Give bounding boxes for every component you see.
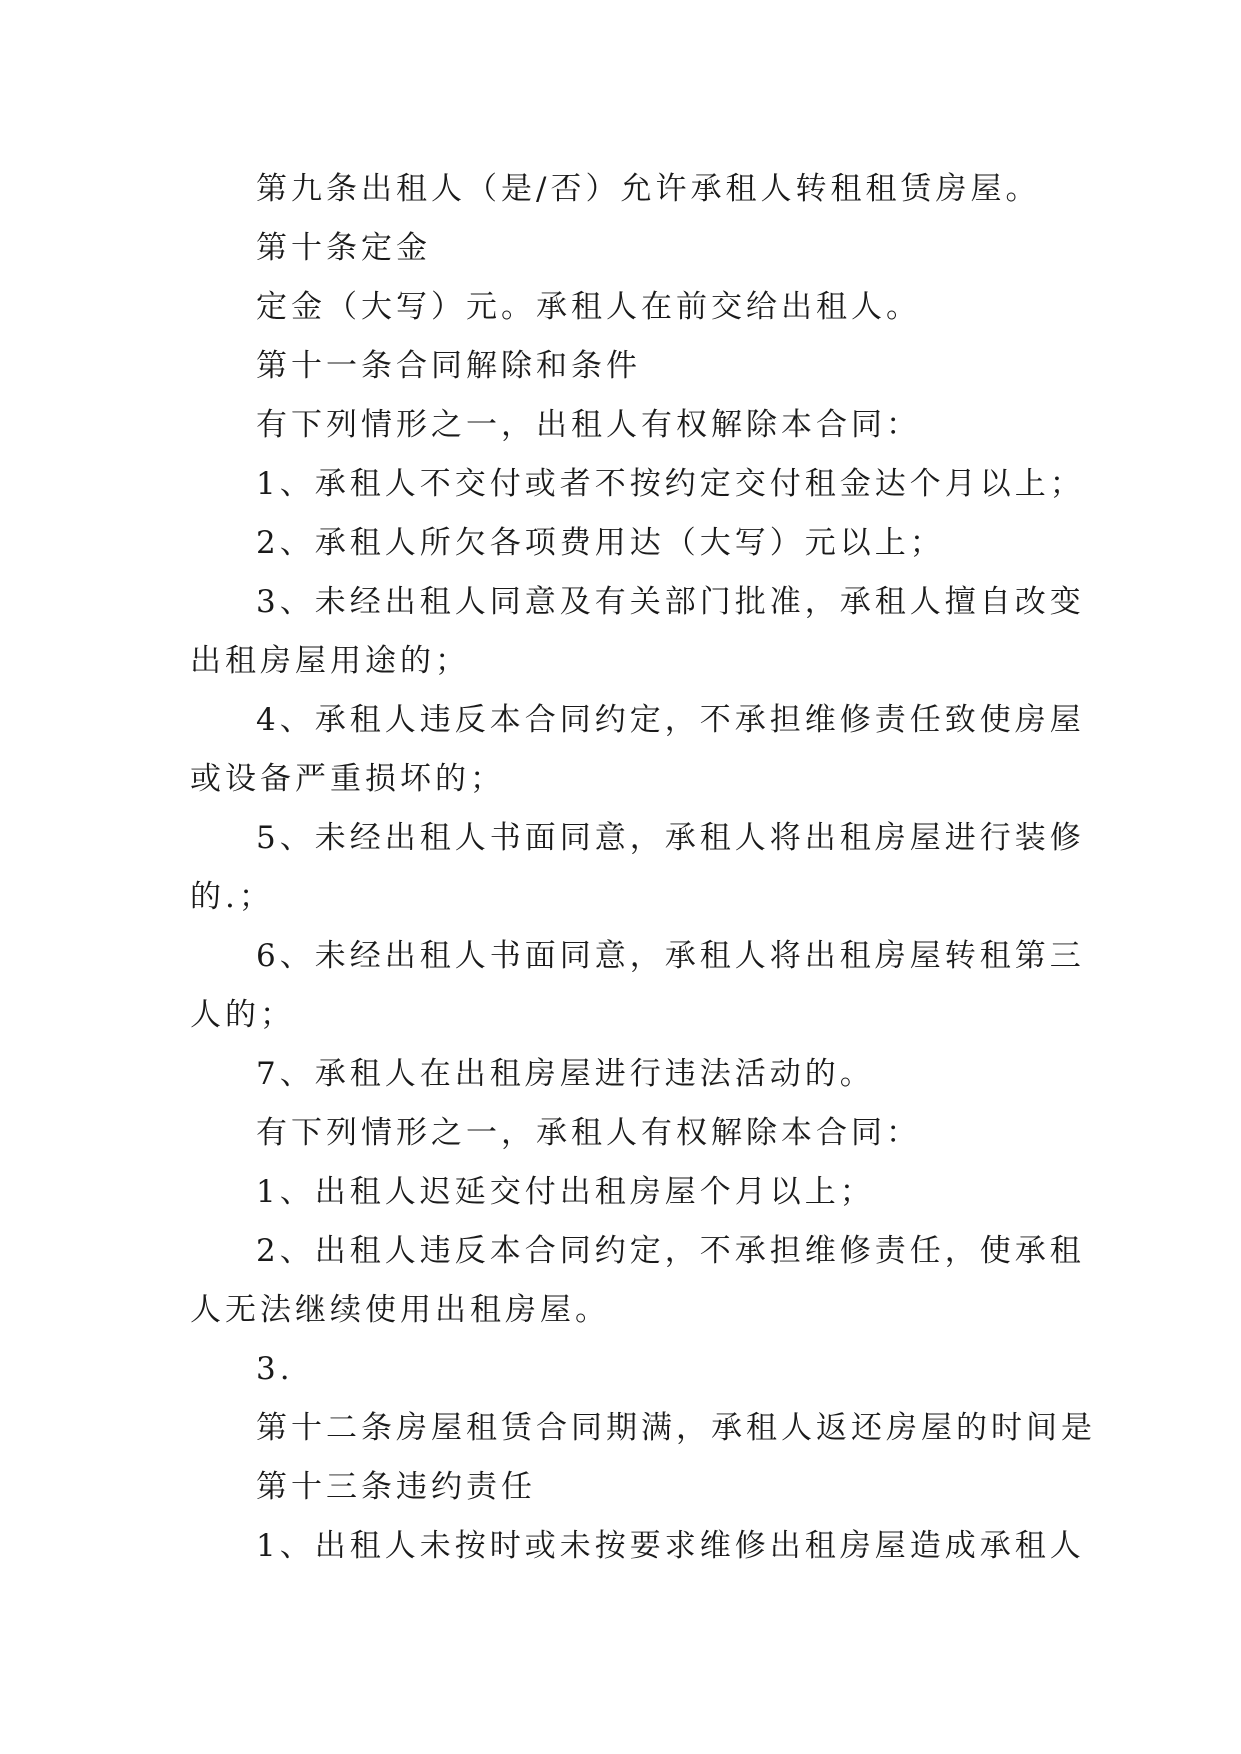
- text-line: 定金（大写）元。承租人在前交给出租人。: [256, 289, 921, 325]
- text-line: 3、未经出租人同意及有关部门批准，承租人擅自改变: [256, 584, 1085, 620]
- text-line: 的.；: [190, 879, 274, 915]
- text-line: 1、出租人未按时或未按要求维修出租房屋造成承租人: [256, 1528, 1085, 1564]
- text-line: 1、承租人不交付或者不按约定交付租金达个月以上；: [256, 466, 1085, 502]
- text-line: 有下列情形之一，出租人有权解除本合同：: [256, 407, 921, 443]
- text-line: 5、未经出租人书面同意，承租人将出租房屋进行装修: [256, 820, 1085, 856]
- text-line: 1、出租人迟延交付出租房屋个月以上；: [256, 1174, 875, 1210]
- text-line: 人的；: [190, 997, 295, 1033]
- text-line: 有下列情形之一，承租人有权解除本合同：: [256, 1115, 921, 1151]
- lessor-clause-4: [190, 691, 1085, 809]
- text-line: 4、承租人违反本合同约定，不承担维修责任致使房屋: [256, 702, 1085, 738]
- article-11-heading: [190, 337, 1050, 396]
- article-9-paragraph: [190, 160, 1050, 219]
- lessee-clause-1: [190, 1163, 1050, 1222]
- deposit-paragraph: [190, 278, 1050, 337]
- text-line: 第九条出租人（是/否）允许承租人转租租赁房屋。: [256, 171, 1041, 207]
- lessor-clause-7: [190, 1045, 1050, 1104]
- text-line: 6、未经出租人书面同意，承租人将出租房屋转租第三: [256, 938, 1085, 974]
- text-line: 7、承租人在出租房屋进行违法活动的。: [256, 1056, 875, 1092]
- lessor-clause-5: [190, 809, 1085, 927]
- lessor-clause-1: [190, 455, 1085, 514]
- lessor-termination-intro: [190, 396, 1050, 455]
- lessee-clause-2: [190, 1222, 1085, 1340]
- text-line: 2、出租人违反本合同约定，不承担维修责任，使承租: [256, 1233, 1085, 1269]
- lessor-clause-6: [190, 927, 1085, 1045]
- text-line: 3.: [256, 1351, 294, 1387]
- lessee-termination-intro: [190, 1104, 1050, 1163]
- text-line: 第十条定金: [256, 230, 431, 266]
- text-line: 第十三条违约责任: [256, 1469, 536, 1505]
- lessor-clause-3: [190, 573, 1085, 691]
- lessor-clause-2: [190, 514, 1050, 573]
- document-body: [190, 160, 1096, 1576]
- text-line: 2、承租人所欠各项费用达（大写）元以上；: [256, 525, 945, 561]
- liability-clause-1: [190, 1517, 1085, 1576]
- text-line: 或设备严重损坏的；: [190, 761, 505, 797]
- text-line: 第十二条房屋租赁合同期满，承租人返还房屋的时间是: [256, 1410, 1096, 1446]
- article-12-paragraph: [190, 1399, 1096, 1458]
- text-line: 第十一条合同解除和条件: [256, 348, 641, 384]
- text-line: 人无法继续使用出租房屋。: [190, 1292, 610, 1328]
- text-line: 出租房屋用途的；: [190, 643, 470, 679]
- article-13-heading: [190, 1458, 1050, 1517]
- lessee-clause-3: [190, 1340, 1050, 1399]
- article-10-heading: [190, 219, 1050, 278]
